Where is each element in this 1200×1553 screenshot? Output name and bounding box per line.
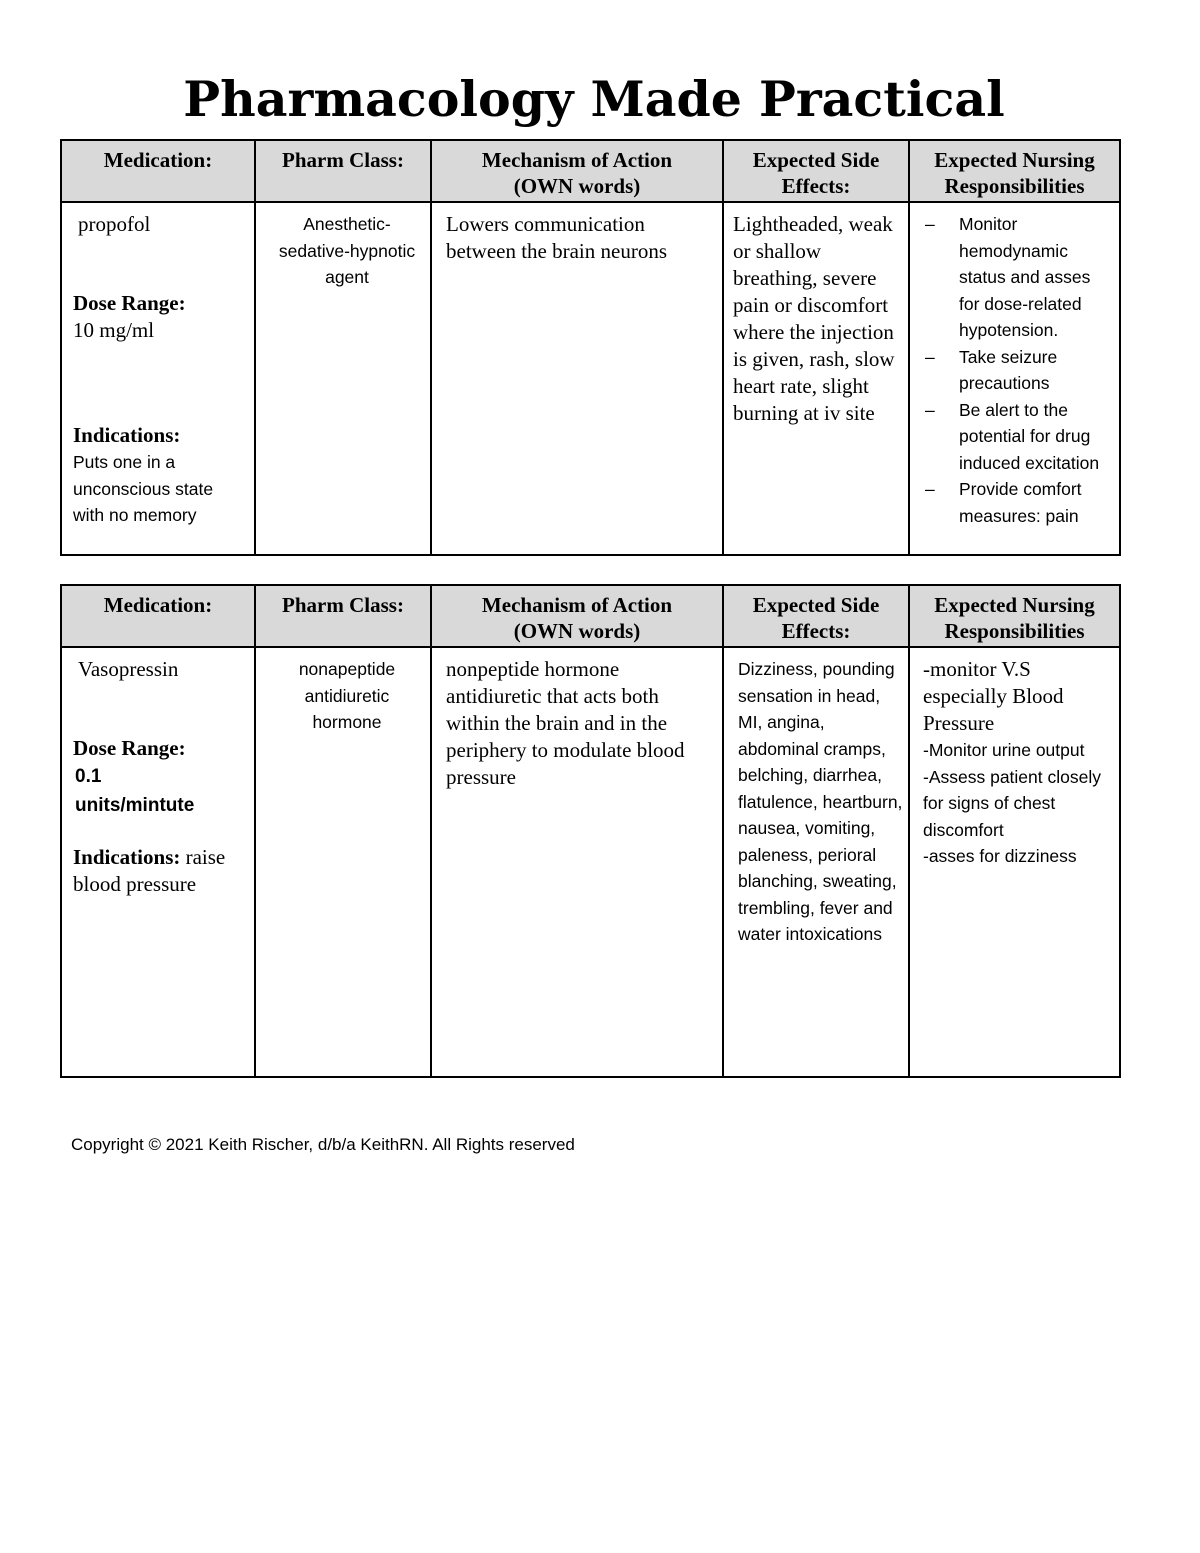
indications-label: Indications: [73,423,181,447]
copyright-notice: Copyright © 2021 Keith Rischer, d/b/a KeithRN. All Rights reserved [71,1135,575,1154]
indications-label: Indications: [73,845,181,869]
page-title: Pharmacology Made Practical [183,70,1005,128]
indications-value: raise blood pressure [73,845,226,896]
header-mechanism: Mechanism of Action (OWN words) [431,140,723,202]
header-medication: Medication: [61,585,255,647]
list-item: – Provide comfort measures: pain [923,476,1113,529]
mechanism: Lowers communication between the brain neurons [446,212,668,263]
mechanism: nonpeptide hormone antidiuretic that acts both within the brain and in the periphery to modulate blood pressure [446,657,685,789]
header-side-effects: Expected Side Effects: [723,585,909,647]
table-row [61,647,1120,1077]
header-pharm-class: Pharm Class: [255,585,431,647]
header-medication: Medication: [61,140,255,202]
list-item: -Assess patient closely for signs of chest discomfort [923,766,1101,840]
list-item: – Take seizure precautions [923,344,1113,397]
nursing-list [923,211,1113,529]
list-item: – Monitor hemodynamic status and asses for dose-related hypotension. [923,211,1113,344]
medication-cell [61,647,255,1077]
pharm-class: nonapeptide antidiuretic hormone [298,659,396,732]
header-nursing: Expected Nursing Responsibilities [909,585,1120,647]
list-item: -Monitor urine output [923,740,1085,760]
table-header-row [61,585,1120,647]
header-nursing: Expected Nursing Responsibilities [909,140,1120,202]
medication-cell [61,202,255,555]
medication-table-propofol [60,139,1121,556]
list-item: – Be alert to the potential for drug induced excitation [923,397,1113,477]
table-header-row [61,140,1120,202]
pharm-class: Anesthetic-sedative-hypnotic agent [278,214,416,287]
medication-name: propofol [78,212,151,236]
indications-value: Puts one in a unconscious state with no memory [73,452,214,525]
dose-range-value: 0.1 units/mintute [75,766,195,816]
medication-table-vasopressin [60,584,1121,1078]
list-item: -monitor V.S especially Blood Pressure [923,657,1064,735]
side-effects: Dizziness, pounding sensation in head, MI, angina, abdominal cramps, belching, diarrhea, flatulence, heartburn, nausea, vomiting, paleness, perioral blanching, sweating, trembling, fever and water intoxications [738,659,903,944]
header-mechanism: Mechanism of Action (OWN words) [431,585,723,647]
dose-range-label: Dose Range: [73,291,186,315]
table-row [61,202,1120,555]
side-effects: Lightheaded, weak or shallow breathing, severe pain or discomfort where the injection is given, rash, slow heart rate, slight burning at iv site [733,212,895,425]
dose-range-value: 10 mg/ml [73,318,155,342]
dose-range-label: Dose Range: [73,736,186,760]
list-item: -asses for dizziness [923,846,1077,866]
header-side-effects: Expected Side Effects: [723,140,909,202]
header-pharm-class: Pharm Class: [255,140,431,202]
indications-line [73,844,248,898]
medication-name: Vasopressin [78,657,179,681]
